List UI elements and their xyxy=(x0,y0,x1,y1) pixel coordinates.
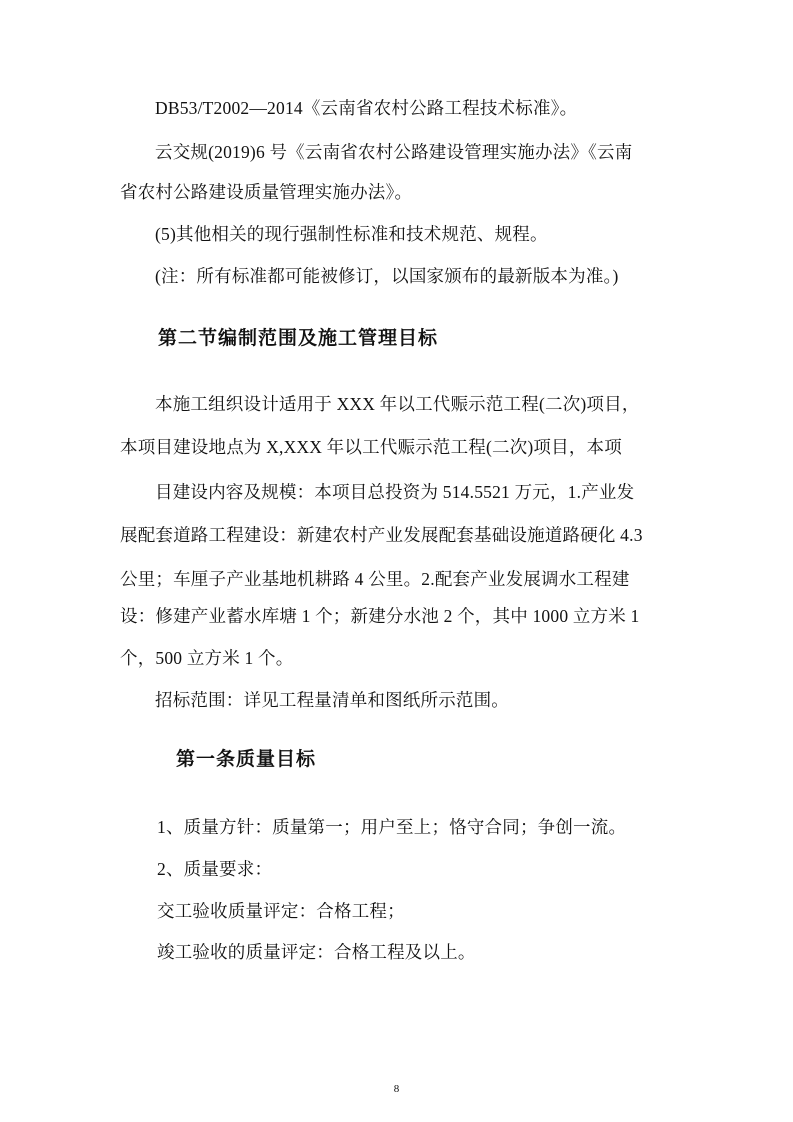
quality-item: 交工验收质量评定：合格工程； xyxy=(157,901,405,921)
standard-other: (5)其他相关的现行强制性标准和技术规范、规程。 xyxy=(155,224,548,244)
paragraph-line: 设：修建产业蓄水库塘 1 个；新建分水池 2 个，其中 1000 立方米 1 xyxy=(120,606,640,626)
quality-item: 竣工验收的质量评定：合格工程及以上。 xyxy=(157,942,476,962)
quality-item: 2、质量要求： xyxy=(157,859,273,879)
bidding-scope: 招标范围：详见工程量清单和图纸所示范围。 xyxy=(155,690,509,710)
paragraph-line: 目建设内容及规模：本项目总投资为 514.5521 万元，1.产业发 xyxy=(155,482,635,502)
section-heading: 第二节编制范围及施工管理目标 xyxy=(158,327,439,349)
paragraph-line: 公里；车厘子产业基地机耕路 4 公里。2.配套产业发展调水工程建 xyxy=(120,569,630,589)
paragraph-line: 展配套道路工程建设：新建农村产业发展配套基础设施道路硬化 4.3 xyxy=(120,525,643,545)
paragraph-line: 本项目建设地点为 X,XXX 年以工代赈示范工程(二次)项目，本项 xyxy=(120,437,622,457)
page-number: 8 xyxy=(393,1083,400,1095)
quality-heading: 第一条质量目标 xyxy=(176,748,317,770)
paragraph-line: 个，500 立方米 1 个。 xyxy=(120,648,294,668)
standard-db53: DB53/T2002—2014《云南省农村公路工程技术标准》。 xyxy=(155,98,578,118)
standard-yunjiaogui-cont: 省农村公路建设质量管理实施办法》。 xyxy=(120,182,413,202)
quality-item: 1、质量方针：质量第一；用户至上；恪守合同；争创一流。 xyxy=(157,817,627,837)
standard-note: (注：所有标准都可能被修订，以国家颁布的最新版本为准。) xyxy=(155,266,619,286)
standard-yunjiaogui: 云交规(2019)6 号《云南省农村公路建设管理实施办法》《云南 xyxy=(155,142,633,162)
paragraph-line: 本施工组织设计适用于 XXX 年以工代赈示范工程(二次)项目， xyxy=(155,394,640,414)
